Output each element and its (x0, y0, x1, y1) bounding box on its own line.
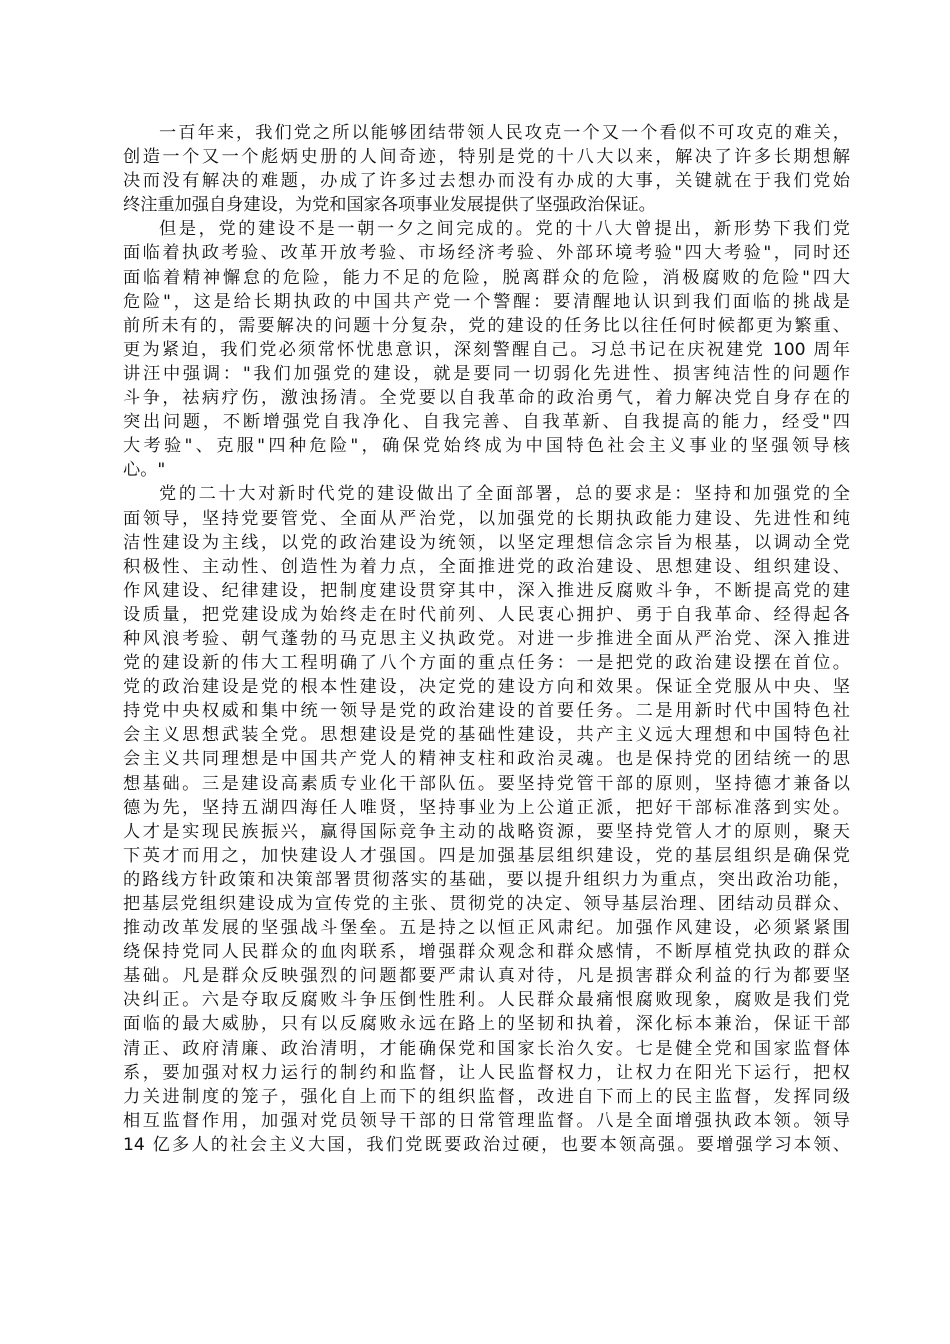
text-line: 危险"，这是给长期执政的中国共产党一个警醒：要清醒地认识到我们面临的挑战是 (123, 291, 850, 312)
paragraph-2 (123, 217, 850, 482)
text-line: 党的政治建设是党的根本性建设，决定党的建设方向和效果。保证全党服从中央、坚 (123, 677, 850, 698)
text-line: 一百年来，我们党之所以能够团结带领人民攻克一个又一个看似不可攻克的难关， (159, 123, 850, 143)
text-line: 相互监督作用，加强对党员领导干部的日常管理监督。八是全面增强执政本领。领导 (123, 1110, 850, 1131)
text-line: 创造一个又一个彪炳史册的人间奇迹，特别是党的十八大以来，解决了许多长期想解 (123, 147, 850, 168)
text-line: 面领导，坚持党要管党、全面从严治党，以加强党的长期执政能力建设、先进性和纯 (123, 508, 850, 529)
text-line: 的路线方针政策和决策部署贯彻落实的基础，要以提升组织力为重点，突出政治功能， (123, 869, 850, 890)
text-line: 基础。凡是群众反映强烈的问题都要严肃认真对待，凡是损害群众利益的行为都要坚 (123, 966, 850, 987)
text-line: 设质量，把党建设成为始终走在时代前列、人民衷心拥护、勇于自我革命、经得起各 (123, 604, 850, 625)
text-line: 终注重加强自身建设，为党和国家各项事业发展提供了坚强政治保证。 (123, 195, 656, 216)
text-line: 更为紧迫，我们党必须常怀忧患意识，深刻警醒自己。习总书记在庆祝建党 100 周年 (123, 339, 850, 360)
text-line: 党的建设新的伟大工程明确了八个方面的重点任务：一是把党的政治建设摆在首位。 (123, 653, 850, 674)
text-line: 会主义共同理想是中国共产党人的精神支柱和政治灵魂。也是保持党的团结统一的思 (123, 749, 850, 770)
text-line: 决而没有解决的难题，办成了许多过去想办而没有办成的大事，关键就在于我们党始 (123, 171, 850, 192)
text-line: 讲汪中强调："我们加强党的建设，就是要同一切弱化先进性、损害纯洁性的问题作 (123, 363, 850, 384)
text-line: 但是，党的建设不是一朝一夕之间完成的。党的十八大曾提出，新形势下我们党 (159, 219, 850, 240)
paragraph-1 (123, 121, 850, 217)
document-page (123, 121, 850, 1157)
text-line: 作风建设、纪律建设，把制度建设贯穿其中，深入推进反腐败斗争，不断提高党的建 (123, 580, 850, 601)
text-line: 洁性建设为主线，以党的政治建设为统领，以坚定理想信念宗旨为根基，以调动全党 (123, 532, 850, 553)
text-line: 突出问题，不断增强党自我净化、自我完善、自我革新、自我提高的能力，经受"四 (123, 412, 850, 433)
text-line: 种风浪考验、朝气蓬勃的马克思主义执政党。对进一步推进全面从严治党、深入推进 (123, 628, 850, 649)
text-line: 力关进制度的笼子，强化自上而下的组织监督，改进自下而上的民主监督，发挥同级 (123, 1086, 850, 1107)
text-line: 人才是实现民族振兴，赢得国际竞争主动的战略资源，要坚持党管人才的原则，聚天 (123, 821, 850, 842)
text-line: 14 亿多人的社会主义大国，我们党既要政治过硬，也要本领高强。要增强学习本领、 (123, 1134, 850, 1155)
text-line: 面临着精神懈怠的危险，能力不足的危险，脱离群众的危险，消极腐败的危险"四大 (123, 267, 850, 288)
text-line: 党的二十大对新时代党的建设做出了全面部署，总的要求是：坚持和加强党的全 (159, 484, 850, 505)
text-line: 系，要加强对权力运行的制约和监督，让人民监督权力，让权力在阳光下运行，把权 (123, 1062, 850, 1083)
text-line: 积极性、主动性、创造性为着力点，全面推进党的政治建设、思想建设、组织建设、 (123, 556, 850, 577)
text-line: 把基层党组织建设成为宣传党的主张、贯彻党的决定、领导基层治理、团结动员群众、 (123, 894, 850, 914)
paragraph-3 (123, 482, 850, 1157)
text-line: 推动改革发展的坚强战斗堡垒。五是持之以恒正风肃纪。加强作风建设，必须紧紧围 (123, 918, 850, 939)
text-line: 大考验"、克服"四种危险"，确保党始终成为中国特色社会主义事业的坚强领导核 (123, 436, 850, 457)
text-line: 前所未有的，需要解决的问题十分复杂，党的建设的任务比以往任何时候都更为繁重、 (123, 315, 850, 336)
text-line: 会主义思想武装全党。思想建设是党的基础性建设，共产主义远大理想和中国特色社 (123, 725, 850, 746)
text-line: 想基础。三是建设高素质专业化干部队伍。要坚持党管干部的原则，坚持德才兼备以 (123, 773, 850, 794)
text-line: 下英才而用之，加快建设人才强国。四是加强基层组织建设，党的基层组织是确保党 (123, 845, 850, 866)
text-line: 清正、政府清廉、政治清明，才能确保党和国家长治久安。七是健全党和国家监督体 (123, 1038, 850, 1059)
text-line: 面临的最大威胁，只有以反腐败永远在路上的坚韧和执着，深化标本兼治，保证干部 (123, 1014, 850, 1035)
text-line: 面临着执政考验、改革开放考验、市场经济考验、外部环境考验"四大考验"，同时还 (123, 243, 850, 264)
text-line: 斗争，祛病疗伤，激浊扬清。全党要以自我革命的政治勇气，着力解决党自身存在的 (123, 388, 850, 409)
text-line: 心。" (123, 460, 166, 481)
text-line: 决纠正。六是夺取反腐败斗争压倒性胜利。人民群众最痛恨腐败现象，腐败是我们党 (123, 990, 850, 1011)
text-line: 绕保持党同人民群众的血肉联系，增强群众观念和群众感情，不断厚植党执政的群众 (123, 942, 850, 963)
text-line: 持党中央权威和集中统一领导是党的政治建设的首要任务。二是用新时代中国特色社 (123, 701, 850, 722)
text-line: 德为先，坚持五湖四海任人唯贤，坚持事业为上公道正派，把好干部标准落到实处。 (123, 797, 850, 818)
